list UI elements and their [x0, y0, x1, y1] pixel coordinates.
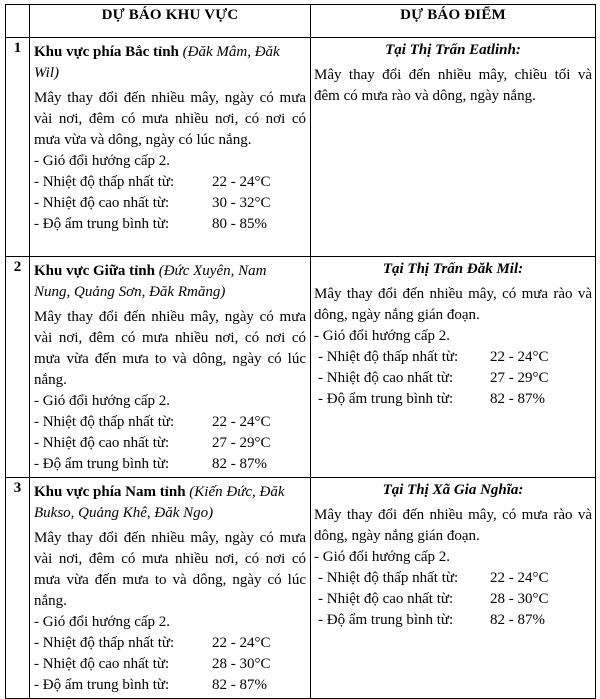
- min-temp-value: 22 - 24°C: [490, 570, 549, 586]
- point-min-temp-line: [314, 568, 592, 589]
- humidity-label: - Độ ẩm trung bình từ:: [318, 612, 454, 628]
- forecast-table: [5, 4, 596, 699]
- humidity-value: 82 - 87%: [212, 456, 267, 472]
- humidity-value: 82 - 87%: [490, 391, 545, 407]
- humidity-value: 82 - 87%: [212, 677, 267, 693]
- row-number: 3: [6, 478, 30, 699]
- area-places: (Đăk Mâm, Đăk Wil): [34, 44, 280, 81]
- max-temp-label: - Nhiệt độ cao nhất từ:: [34, 195, 170, 211]
- point-description: Mây thay đổi đến nhiều mây, có mưa rào và dông, ngày nắng gián đoạn.: [314, 286, 592, 323]
- max-temp-value: 28 - 30°C: [212, 656, 271, 672]
- max-temp-value: 28 - 30°C: [490, 591, 549, 607]
- max-temp-label: - Nhiệt độ cao nhất từ:: [34, 656, 170, 672]
- header-area-forecast: DỰ BÁO KHU VỰC: [30, 5, 311, 38]
- area-forecast-cell: [30, 38, 311, 257]
- area-name: Khu vực Giữa tỉnh: [34, 263, 155, 279]
- min-temp-label: - Nhiệt độ thấp nhất từ:: [34, 174, 175, 190]
- humidity-value: 80 - 85%: [212, 216, 267, 232]
- point-humidity-line: [314, 610, 592, 631]
- wind-line: - Gió đổi hướng cấp 2.: [34, 614, 171, 630]
- point-max-temp-line: [314, 368, 592, 389]
- max-temp-label: - Nhiệt độ cao nhất từ:: [318, 591, 454, 607]
- humidity-value: 82 - 87%: [490, 612, 545, 628]
- header-blank: [6, 5, 30, 38]
- max-temp-value: 27 - 29°C: [490, 370, 549, 386]
- area-places: (Đức Xuyên, Nam Nung, Quảng Sơn, Đăk Rmăng): [34, 263, 267, 300]
- point-humidity-line: [314, 389, 592, 410]
- area-description: Mây thay đổi đến nhiều mây, ngày có mưa vài nơi, đêm có mưa nhiều nơi, có nơi có mưa vừa đến mưa to và dông, ngày có lúc nắng.: [34, 309, 306, 388]
- area-description: Mây thay đổi đến nhiều mây, ngày có mưa vài nơi, đêm có mưa nhiều nơi, có nơi có mưa vừa và dông, ngày có lúc nắng.: [34, 90, 306, 148]
- humidity-line: [34, 675, 306, 696]
- min-temp-label: - Nhiệt độ thấp nhất từ:: [34, 414, 175, 430]
- row-number: 1: [6, 38, 30, 257]
- min-temp-value: 22 - 24°C: [212, 174, 271, 190]
- point-title: Tại Thị Trấn Eatlinh:: [385, 42, 521, 58]
- point-max-temp-line: [314, 589, 592, 610]
- wind-line: - Gió đổi hướng cấp 2.: [34, 153, 171, 169]
- min-temp-line: [34, 633, 306, 654]
- table-row: [6, 257, 596, 478]
- humidity-line: [34, 214, 306, 235]
- table-row: [6, 38, 596, 257]
- humidity-label: - Độ ẩm trung bình từ:: [318, 391, 454, 407]
- min-temp-line: [34, 172, 306, 193]
- point-description: Mây thay đổi đến nhiều mây, chiều tối và đêm có mưa rào và dông, ngày nắng.: [314, 67, 592, 104]
- max-temp-line: [34, 433, 306, 454]
- min-temp-value: 22 - 24°C: [212, 635, 271, 651]
- humidity-line: [34, 454, 306, 475]
- area-title: [34, 42, 306, 84]
- min-temp-label: - Nhiệt độ thấp nhất từ:: [34, 635, 175, 651]
- max-temp-line: [34, 193, 306, 214]
- point-forecast-cell: [311, 478, 596, 699]
- min-temp-value: 22 - 24°C: [212, 414, 271, 430]
- max-temp-value: 30 - 32°C: [212, 195, 271, 211]
- area-forecast-cell: [30, 257, 311, 478]
- header-row: [6, 5, 596, 38]
- point-title: Tại Thị Xã Gia Nghĩa:: [382, 482, 524, 498]
- area-description: Mây thay đổi đến nhiều mây, ngày có mưa vài nơi, đêm có mưa nhiều nơi, có nơi có mưa vừa đến mưa to và dông, ngày có lúc nắng.: [34, 530, 306, 609]
- area-name: Khu vực phía Nam tỉnh: [34, 484, 186, 500]
- humidity-label: - Độ ẩm trung bình từ:: [34, 216, 170, 232]
- area-title: [34, 261, 306, 303]
- max-temp-value: 27 - 29°C: [212, 435, 271, 451]
- row-number: 2: [6, 257, 30, 478]
- humidity-label: - Độ ẩm trung bình từ:: [34, 456, 170, 472]
- humidity-label: - Độ ẩm trung bình từ:: [34, 677, 170, 693]
- max-temp-line: [34, 654, 306, 675]
- min-temp-label: - Nhiệt độ thấp nhất từ:: [318, 349, 459, 365]
- area-name: Khu vực phía Bắc tỉnh: [34, 44, 179, 60]
- area-places: (Kiến Đức, Đăk Bukso, Quảng Khê, Đăk Ngo): [34, 484, 285, 521]
- max-temp-label: - Nhiệt độ cao nhất từ:: [34, 435, 170, 451]
- point-wind-line: - Gió đổi hướng cấp 2.: [314, 328, 451, 344]
- point-min-temp-line: [314, 347, 592, 368]
- max-temp-label: - Nhiệt độ cao nhất từ:: [318, 370, 454, 386]
- min-temp-line: [34, 412, 306, 433]
- area-title: [34, 482, 306, 524]
- area-forecast-cell: [30, 478, 311, 699]
- point-description: Mây thay đổi đến nhiều mây, có mưa rào và dông, ngày nắng gián đoạn.: [314, 507, 592, 544]
- min-temp-label: - Nhiệt độ thấp nhất từ:: [318, 570, 459, 586]
- point-title: Tại Thị Trấn Đăk Mil:: [382, 261, 524, 277]
- point-wind-line: - Gió đổi hướng cấp 2.: [314, 549, 451, 565]
- header-point-forecast: DỰ BÁO ĐIỂM: [311, 5, 596, 38]
- wind-line: - Gió đổi hướng cấp 2.: [34, 393, 171, 409]
- point-forecast-cell: [311, 257, 596, 478]
- min-temp-value: 22 - 24°C: [490, 349, 549, 365]
- table-row: [6, 478, 596, 699]
- point-forecast-cell: [311, 38, 596, 257]
